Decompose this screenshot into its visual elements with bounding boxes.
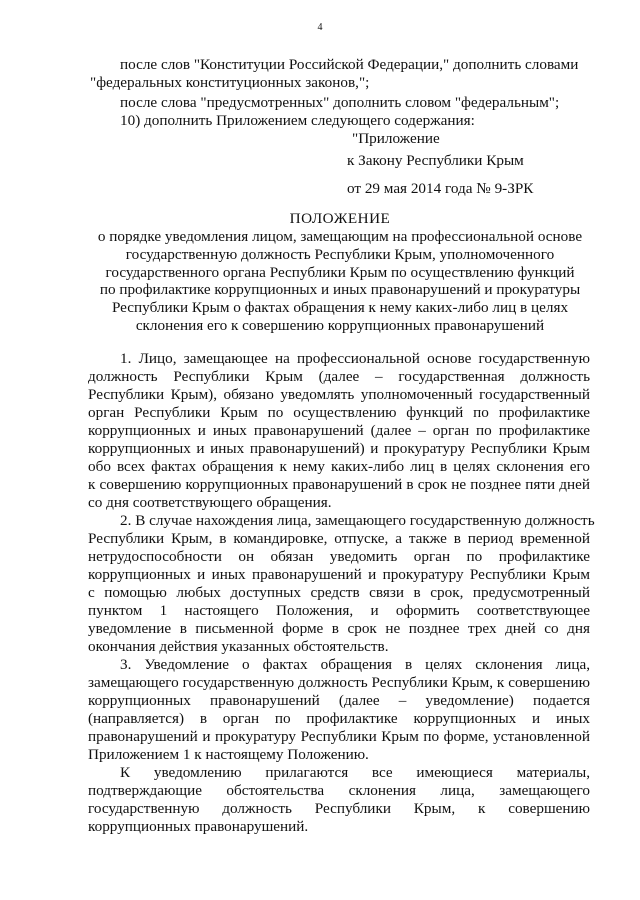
- paragraph-1-line: коррупционных и иных правонарушений) и прокуратуру Республики Крым: [88, 440, 590, 457]
- paragraph-2-line: окончания действия указанных обстоятельств.: [88, 638, 389, 655]
- appendix-header-line-1: "Приложение: [352, 130, 440, 147]
- paragraph-1-line: со дня соответствующего обращения.: [88, 494, 332, 511]
- intro-line-1: после слов "Конституции Российской Федерации," дополнить словами: [120, 56, 579, 73]
- paragraph-3-line: (направляется) в орган по профилактике коррупционных и иных: [88, 710, 590, 727]
- title-line-1: о порядке уведомления лицом, замещающим на профессиональной основе: [97, 228, 583, 245]
- paragraph-3-line: коррупционных правонарушений (далее – уведомление) подается: [88, 692, 590, 709]
- appendix-header-line-3: от 29 мая 2014 года № 9-ЗРК: [347, 180, 534, 197]
- title-line-2: государственную должность Республики Крым, уполномоченного: [125, 246, 555, 263]
- title-line-3: государственного органа Республики Крым по осуществлению функций: [105, 264, 575, 281]
- page-number: 4: [317, 22, 323, 33]
- paragraph-2-line: Республики Крым, в командировке, отпуске, а также в период временной: [88, 530, 590, 547]
- paragraph-1-line: орган Республики Крым по осуществлению функций по профилактике: [88, 404, 590, 421]
- paragraph-3-line: 3. Уведомление о фактах обращения в целях склонения лица,: [120, 656, 590, 673]
- paragraph-3-line: замещающего государственную должность Республики Крым, к совершению: [88, 674, 590, 691]
- paragraph-4-line: коррупционных правонарушений.: [88, 818, 309, 835]
- paragraph-1-line: коррупционных и иных правонарушений (далее – орган по профилактике: [88, 422, 590, 439]
- paragraph-2-line: нетрудоспособности он обязан уведомить орган по профилактике: [88, 548, 590, 565]
- paragraph-1-line: должность Республики Крым (далее – государственная должность: [88, 368, 590, 385]
- paragraph-2-line: уведомление в письменной форме в срок не позднее трех дней со дня: [88, 620, 590, 637]
- paragraph-3-line: Приложением 1 к настоящему Положению.: [88, 746, 369, 763]
- appendix-header-line-2: к Закону Республики Крым: [347, 152, 524, 169]
- paragraph-4-line: государственную должность Республики Крым, к совершению: [88, 800, 590, 817]
- intro-line-3: после слова "предусмотренных" дополнить словом "федеральным";: [120, 94, 560, 111]
- intro-line-2: "федеральных конституционных законов,";: [90, 74, 370, 91]
- title-line-5: Республики Крым о фактах обращения к нему каких-либо лиц в целях: [111, 299, 569, 316]
- paragraph-2-line: 2. В случае нахождения лица, замещающего государственную должность: [120, 512, 595, 529]
- paragraph-1-line: обо всех фактах обращения к нему каких-либо лиц в целях склонения его: [88, 458, 590, 475]
- paragraph-3-line: правонарушений и прокуратуру Республики Крым по форме, установленной: [88, 728, 590, 745]
- title-line-6: склонения его к совершению коррупционных правонарушений: [135, 317, 545, 334]
- paragraph-4-line: подтверждающие обстоятельства склонения лица, замещающего: [88, 782, 590, 799]
- intro-line-4: 10) дополнить Приложением следующего содержания:: [120, 112, 475, 129]
- document-title: ПОЛОЖЕНИЕ: [289, 210, 391, 227]
- title-line-4: по профилактике коррупционных и иных правонарушений и прокуратуры: [99, 281, 581, 298]
- paragraph-4-line: К уведомлению прилагаются все имеющиеся материалы,: [120, 764, 590, 781]
- paragraph-2-line: коррупционных и иных правонарушений и прокуратуру Республики Крым: [88, 566, 590, 583]
- paragraph-2-line: с помощью любых доступных средств связи в срок, предусмотренный: [88, 584, 590, 601]
- paragraph-1-line: 1. Лицо, замещающее на профессиональной основе государственную: [120, 350, 590, 367]
- paragraph-1-line: к совершению коррупционных правонарушений в срок не позднее пяти дней: [88, 476, 590, 493]
- paragraph-1-line: Республики Крым), обязано уведомлять уполномоченный государственный: [88, 386, 590, 403]
- paragraph-2-line: пунктом 1 настоящего Положения, и оформить соответствующее: [88, 602, 590, 619]
